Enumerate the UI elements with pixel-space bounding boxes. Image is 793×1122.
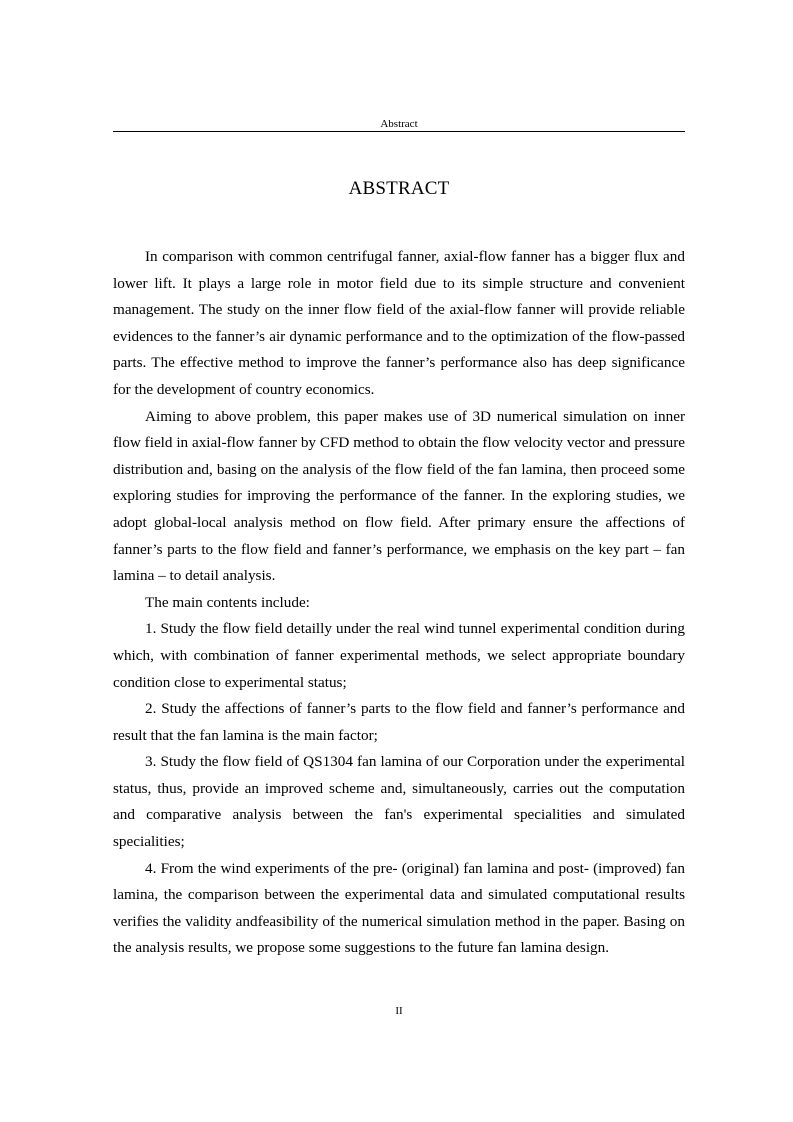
paragraph-contents-lead: The main contents include: [145,593,310,611]
list-item-3: 3. Study the flow field of QS1304 fan lamina of our Corporation under the experimental status, thus, provide an improved scheme and, simultaneously, carries out the computation and comparative analysis between the fan's experimental specialities and simulated specialities; [113,753,685,851]
abstract-title: ABSTRACT [348,178,450,199]
page-number: II [395,1005,403,1017]
running-header: Abstract [380,118,418,130]
abstract-body [113,244,685,962]
paragraph-aim: Aiming to above problem, this paper makes use of 3D numerical simulation on inner flow field in axial-flow fanner by CFD method to obtain the flow velocity vector and pressure distribution and, basing on the analysis of the flow field of the fan lamina, then proceed some exploring studies for improving the performance of the fanner. In the exploring studies, we adopt global-local analysis method on flow field. After primary ensure the affections of fanner’s parts to the flow field and fanner’s performance, we emphasis on the key part – fan lamina – to detail analysis. [113,407,685,585]
header-rule [113,131,685,132]
list-item-2: 2. Study the affections of fanner’s parts to the flow field and fanner’s performance and result that the fan lamina is the main factor; [113,700,685,744]
paragraph-intro: In comparison with common centrifugal fanner, axial-flow fanner has a bigger flux and lower lift. It plays a large role in motor field due to its simple structure and convenient management. The study on the inner flow field of the axial-flow fanner will provide reliable evidences to the fanner’s air dynamic performance and to the optimization of the flow-passed parts. The effective method to improve the fanner’s performance also has deep significance for the development of country economics. [113,248,685,398]
list-item-1: 1. Study the flow field detailly under the real wind tunnel experimental condition during which, with combination of fanner experimental methods, we select appropriate boundary condition close to experimental status; [113,620,685,691]
list-item-4: 4. From the wind experiments of the pre- (original) fan lamina and post- (improved) fan lamina, the comparison between the experimental data and simulated computational results verifies the validity andfeasibility of the numerical simulation method in the paper. Basing on the analysis results, we propose some suggestions to the future fan lamina design. [113,859,685,957]
